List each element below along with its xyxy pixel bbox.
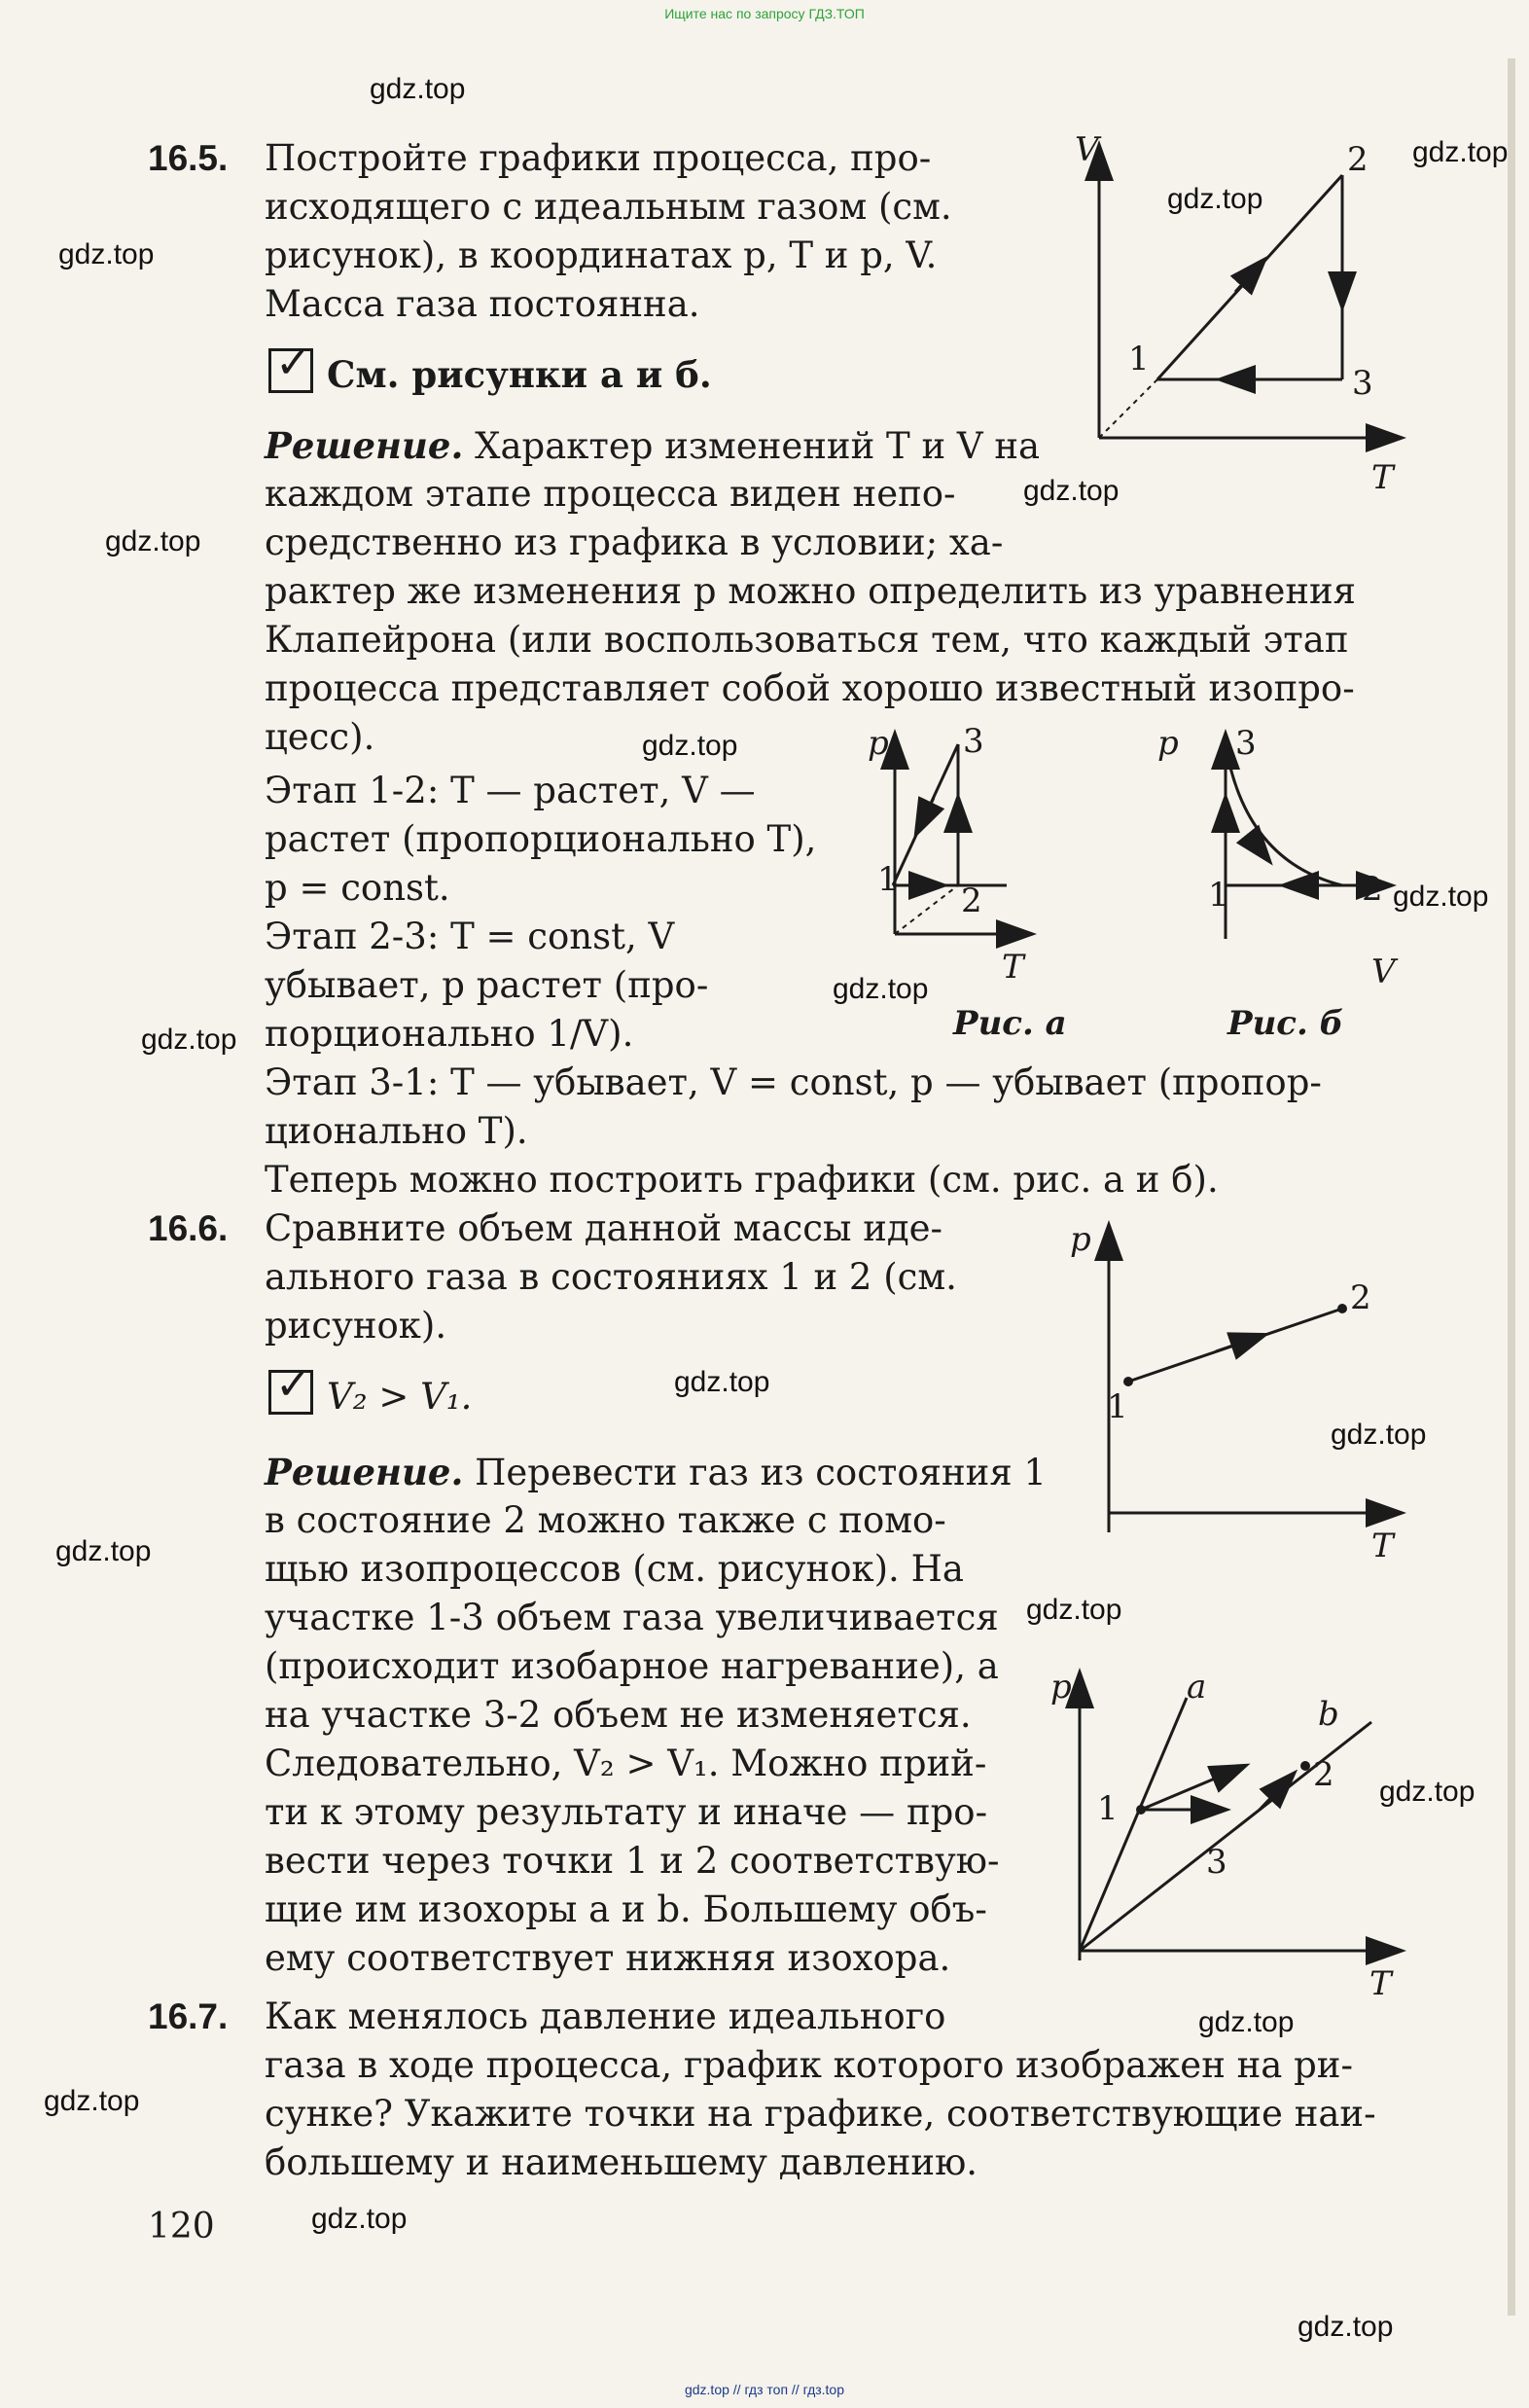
watermark: gdz.top [1026, 1594, 1122, 1626]
solution-text: Перевести газ из состояния 1 [463, 1452, 1047, 1493]
solution-line: Этап 1-2: T — растет, V — [265, 770, 756, 811]
solution-label: Решение. [265, 1451, 464, 1493]
solution-line: растет (пропорционально T), [265, 818, 817, 860]
axis-label: T [1002, 948, 1024, 987]
problem-text-line: исходящего с идеальным газом (см. [265, 186, 952, 228]
point-label: 1 [877, 860, 899, 899]
page-edge [1508, 58, 1515, 2316]
axis-label: p [1070, 1220, 1091, 1259]
solution-line: на участке 3-2 объем не изменяется. [265, 1694, 972, 1736]
problem-text-line: Как менялось давление идеального [265, 1995, 946, 2037]
problem-text-line: Постройте графики процесса, про- [265, 137, 932, 179]
axis-label: p [1050, 1668, 1072, 1707]
figure-b-pv-diagram [1148, 724, 1401, 991]
solution-line: процесса представляет собой хорошо известный изопро- [265, 667, 1355, 709]
bottom-banner: gdz.top // гдз топ // гдз.top [684, 2382, 845, 2397]
page-number: 120 [148, 2207, 215, 2246]
watermark: gdz.top [1198, 2006, 1295, 2038]
axis-label: p [868, 724, 889, 763]
solution-line: Этап 2-3: T = const, V [265, 916, 675, 957]
watermark: gdz.top [58, 238, 155, 270]
solution-line: Клапейрона (или воспользоваться тем, что каждый этап [265, 619, 1349, 661]
solution-line: ему соответствует нижняя изохора. [265, 1937, 951, 1979]
answer-text: V₂ > V₁. [327, 1376, 473, 1418]
isochore-label: a [1187, 1668, 1207, 1707]
watermark: gdz.top [642, 730, 738, 762]
watermark: gdz.top [1393, 881, 1489, 913]
watermark: gdz.top [311, 2203, 408, 2235]
solution-line: порционально 1/V). [265, 1013, 634, 1055]
solution-line: ти к этому результату и иначе — про- [265, 1791, 988, 1833]
solution-line: участке 1-3 объем газа увеличивается [265, 1597, 999, 1638]
problem-text-line: большему и наименьшему давлению. [265, 2141, 978, 2183]
watermark: gdz.top [1379, 1776, 1476, 1808]
solution-line: рактер же изменения p можно определить из уравнения [265, 570, 1357, 612]
solution-line: p = const. [265, 867, 450, 909]
answer-line [268, 1370, 472, 1421]
top-banner: Ищите нас по запросу ГДЗ.ТОП [664, 6, 865, 21]
problem-text-line: Сравните объем данной массы иде- [265, 1207, 943, 1249]
answer-text: См. рисунки а и б. [327, 353, 712, 396]
point-label: 2 [1362, 870, 1383, 909]
solution-line: щие им изохоры a и b. Большему объ- [265, 1888, 987, 1930]
watermark: gdz.top [105, 525, 201, 557]
point-label: 1 [1097, 1789, 1119, 1828]
solution-line: Следовательно, V₂ > V₁. Можно прий- [265, 1743, 987, 1784]
solution-label: Решение. [265, 424, 464, 467]
problem-number: 16.5. [148, 138, 229, 178]
figure-a-pt-diagram [856, 722, 1031, 987]
axis-label: T [1371, 458, 1394, 497]
point-label: 3 [1206, 1843, 1227, 1882]
problem-text-line: Масса газа постоянна. [265, 283, 700, 325]
point-label: 3 [1352, 364, 1373, 403]
watermark: gdz.top [833, 973, 929, 1005]
watermark: gdz.top [44, 2085, 140, 2117]
solution-line: каждом этапе процесса виден непо- [265, 473, 956, 515]
point-label: 3 [1235, 724, 1257, 763]
point-label: 1 [1107, 1387, 1128, 1426]
problem-text-line: рисунок). [265, 1305, 447, 1347]
figure-caption: Рис. б [1227, 1004, 1344, 1043]
problem-number: 16.7. [148, 1996, 229, 2036]
figure-caption: Рис. а [953, 1004, 1067, 1043]
answer-line [268, 348, 712, 399]
problem-166-pt-diagram [1070, 1211, 1420, 1565]
point-label: 1 [1128, 340, 1150, 378]
solution-text: Характер изменений T и V на [463, 425, 1041, 467]
solution-line [265, 1448, 1047, 1497]
vt-diagram [1070, 130, 1420, 506]
watermark: gdz.top [1023, 475, 1120, 507]
watermark: gdz.top [1412, 136, 1509, 168]
point-label: 2 [1350, 1278, 1371, 1317]
watermark: gdz.top [141, 1024, 237, 1056]
point-label: 1 [1208, 876, 1229, 915]
isochore-label: b [1318, 1695, 1339, 1734]
watermark: gdz.top [370, 73, 466, 105]
solution-line: Этап 3-1: T — убывает, V = const, p — убывает (пропор- [265, 1061, 1322, 1103]
solution-line: щью изопроцессов (см. рисунок). На [265, 1548, 964, 1590]
problem-text-line: сунке? Укажите точки на графике, соответствующие наи- [265, 2093, 1376, 2135]
problem-number: 16.6. [148, 1208, 229, 1248]
solution-line: убывает, p растет (про- [265, 964, 709, 1006]
problem-text-line: газа в ходе процесса, график которого изображен на ри- [265, 2044, 1353, 2086]
solution-line: вести через точки 1 и 2 соответствую- [265, 1840, 1000, 1882]
problem-166-isochores-diagram [1050, 1659, 1420, 2003]
point-label: 2 [961, 881, 982, 920]
watermark: gdz.top [55, 1535, 152, 1567]
point-label: 2 [1347, 140, 1369, 179]
problem-text-line: рисунок), в координатах p, T и p, V. [265, 234, 938, 276]
solution-line: ционально T). [265, 1110, 528, 1152]
checkbox-icon [268, 348, 313, 393]
solution-line: цесс). [265, 716, 375, 758]
axis-label: V [1371, 952, 1396, 991]
axis-label: T [1369, 1964, 1392, 2003]
axis-label: T [1371, 1527, 1394, 1565]
solution-line: (происходит изобарное нагревание), а [265, 1645, 999, 1687]
watermark: gdz.top [1298, 2311, 1394, 2343]
checkbox-icon [268, 1370, 313, 1415]
point-label: 2 [1313, 1755, 1334, 1794]
watermark: gdz.top [674, 1366, 770, 1398]
axis-label: p [1157, 724, 1179, 763]
axis-label: V [1075, 130, 1099, 169]
watermark: gdz.top [1167, 183, 1263, 215]
watermark: gdz.top [1331, 1419, 1427, 1451]
solution-line: средственно из графика в условии; ха- [265, 521, 1004, 563]
point-label: 3 [963, 722, 984, 761]
solution-line [265, 421, 1040, 471]
problem-text-line: ального газа в состояниях 1 и 2 (см. [265, 1256, 957, 1298]
solution-line: в состояние 2 можно также с помо- [265, 1499, 946, 1541]
solution-line: Теперь можно построить графики (см. рис. а и б). [265, 1159, 1219, 1201]
